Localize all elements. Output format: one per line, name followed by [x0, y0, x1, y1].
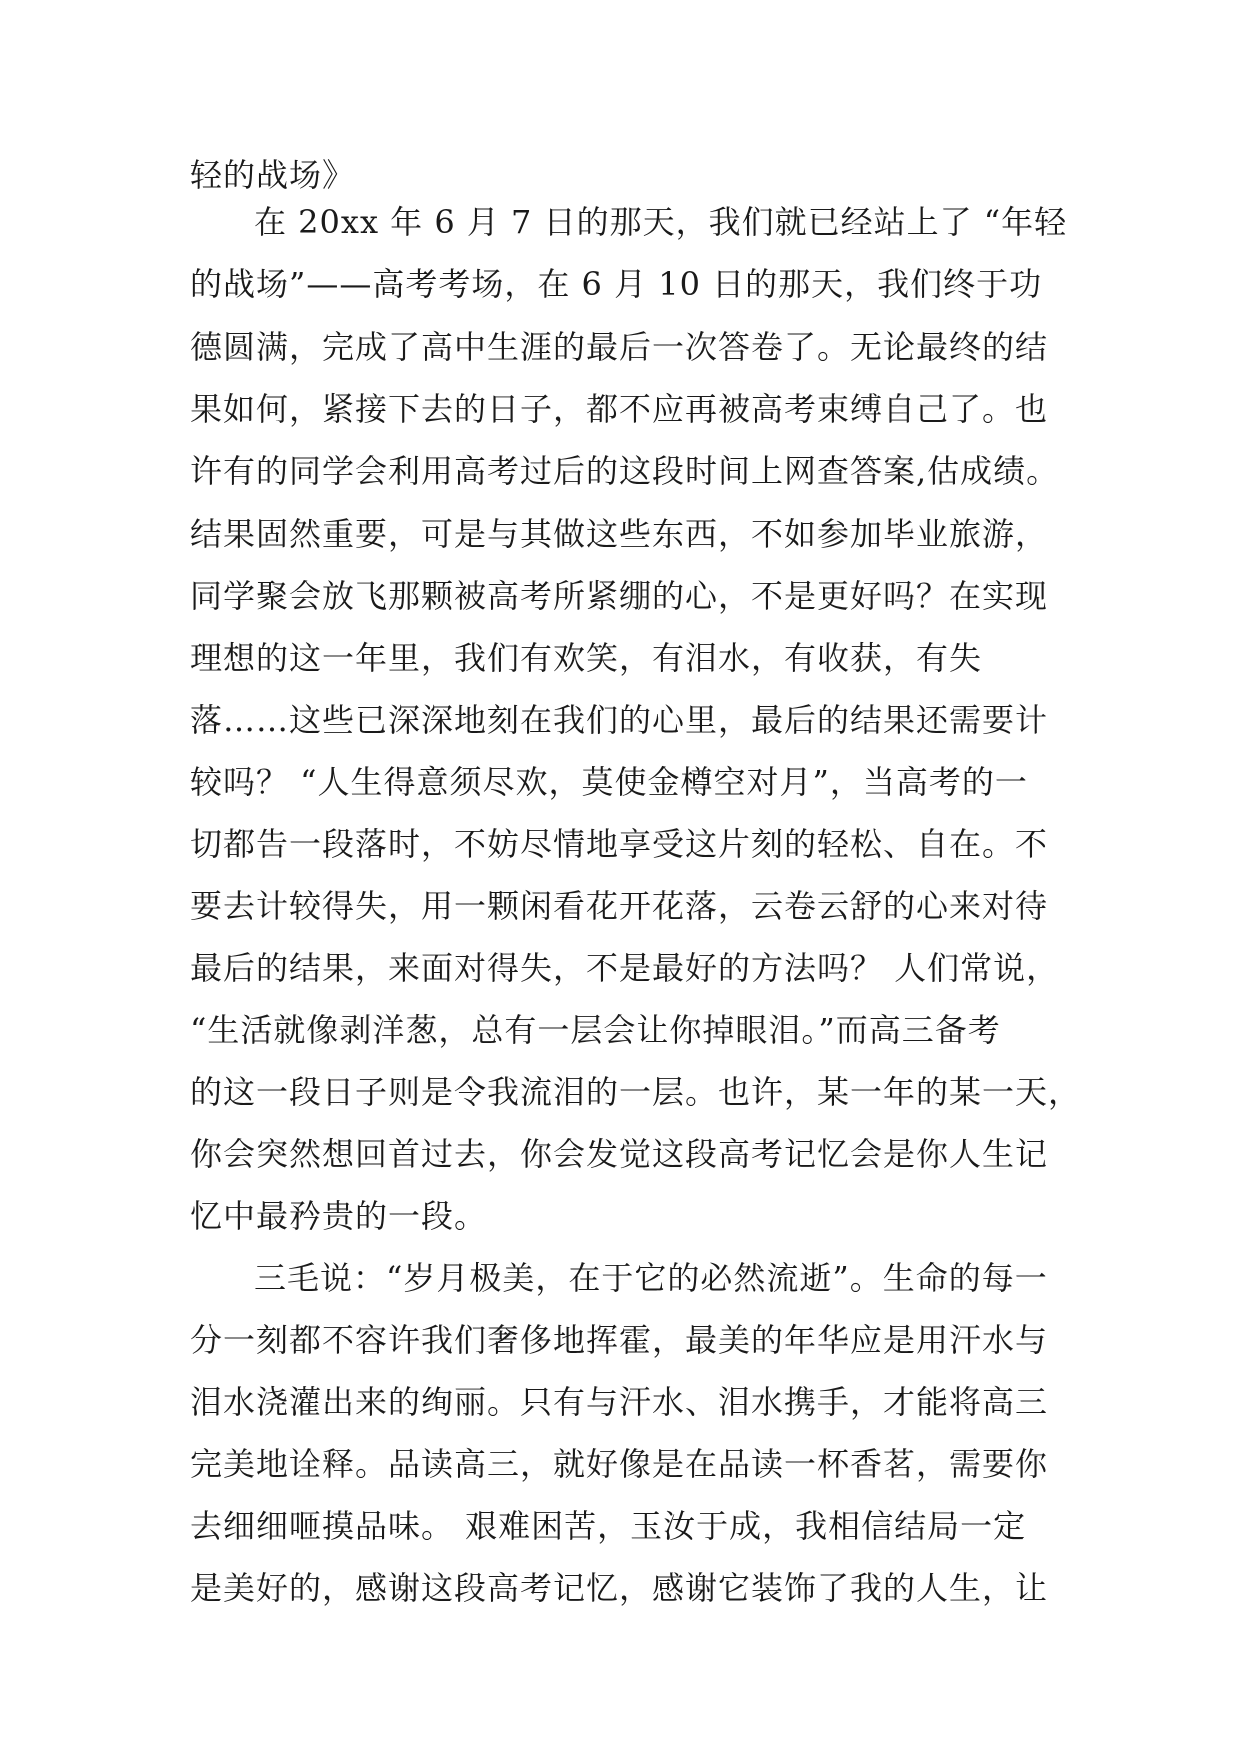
- text-line: 完美地诠释。品读高三，就好像是在品读一杯香茗，需要你: [190, 1445, 1049, 1483]
- text-line: 三毛说：“岁月极美，在于它的必然流逝”。生命的每一: [254, 1259, 1048, 1297]
- text-line: 轻的战场》: [190, 156, 356, 194]
- text-line: 许有的同学会利用高考过后的这段时间上网查答案,估成绩。: [190, 452, 1060, 490]
- text-line: 你会突然想回首过去，你会发觉这段高考记忆会是你人生记: [190, 1135, 1049, 1173]
- text-line: 切都告一段落时，不妨尽情地享受这片刻的轻松、自在。不: [190, 825, 1049, 863]
- text-line: 去细细咂摸品味。 艰难困苦，玉汝于成，我相信结局一定: [190, 1507, 1027, 1545]
- text-line: 结果固然重要，可是与其做这些东西，不如参加毕业旅游，: [190, 515, 1049, 553]
- text-line: 要去计较得失，用一颗闲看花开花落，云卷云舒的心来对待: [190, 887, 1049, 925]
- text-line: 理想的这一年里，我们有欢笑，有泪水，有收获，有失: [190, 639, 983, 677]
- text-line: 果如何，紧接下去的日子，都不应再被高考束缚自己了。也: [190, 390, 1049, 428]
- text-line: 是美好的，感谢这段高考记忆，感谢它装饰了我的人生，让: [190, 1569, 1049, 1607]
- text-line: 最后的结果，来面对得失，不是最好的方法吗？ 人们常说，: [190, 949, 1060, 987]
- text-line: 德圆满，完成了高中生涯的最后一次答卷了。无论最终的结: [190, 328, 1049, 366]
- text-line: 忆中最矜贵的一段。: [190, 1197, 488, 1235]
- text-line: 泪水浇灌出来的绚丽。只有与汗水、泪水携手，才能将高三: [190, 1383, 1049, 1421]
- text-line: 的这一段日子则是令我流泪的一层。也许，某一年的某一天，: [190, 1073, 1082, 1111]
- text-line: 落……这些已深深地刻在我们的心里，最后的结果还需要计: [190, 701, 1049, 739]
- text-line: 的战场”——高考考场，在 6 月 10 日的那天，我们终于功: [190, 265, 1043, 303]
- text-line: 在 20xx 年 6 月 7 日的那天，我们就已经站上了 “年轻: [254, 203, 1068, 241]
- text-line: 分一刻都不容许我们奢侈地挥霍，最美的年华应是用汗水与: [190, 1321, 1049, 1359]
- text-line: “生活就像剥洋葱，总有一层会让你掉眼泪。”而高三备考: [190, 1011, 1001, 1049]
- text-line: 较吗？ “人生得意须尽欢，莫使金樽空对月”，当高考的一: [190, 763, 1028, 801]
- text-line: 同学聚会放飞那颗被高考所紧绷的心，不是更好吗？在实现: [190, 577, 1049, 615]
